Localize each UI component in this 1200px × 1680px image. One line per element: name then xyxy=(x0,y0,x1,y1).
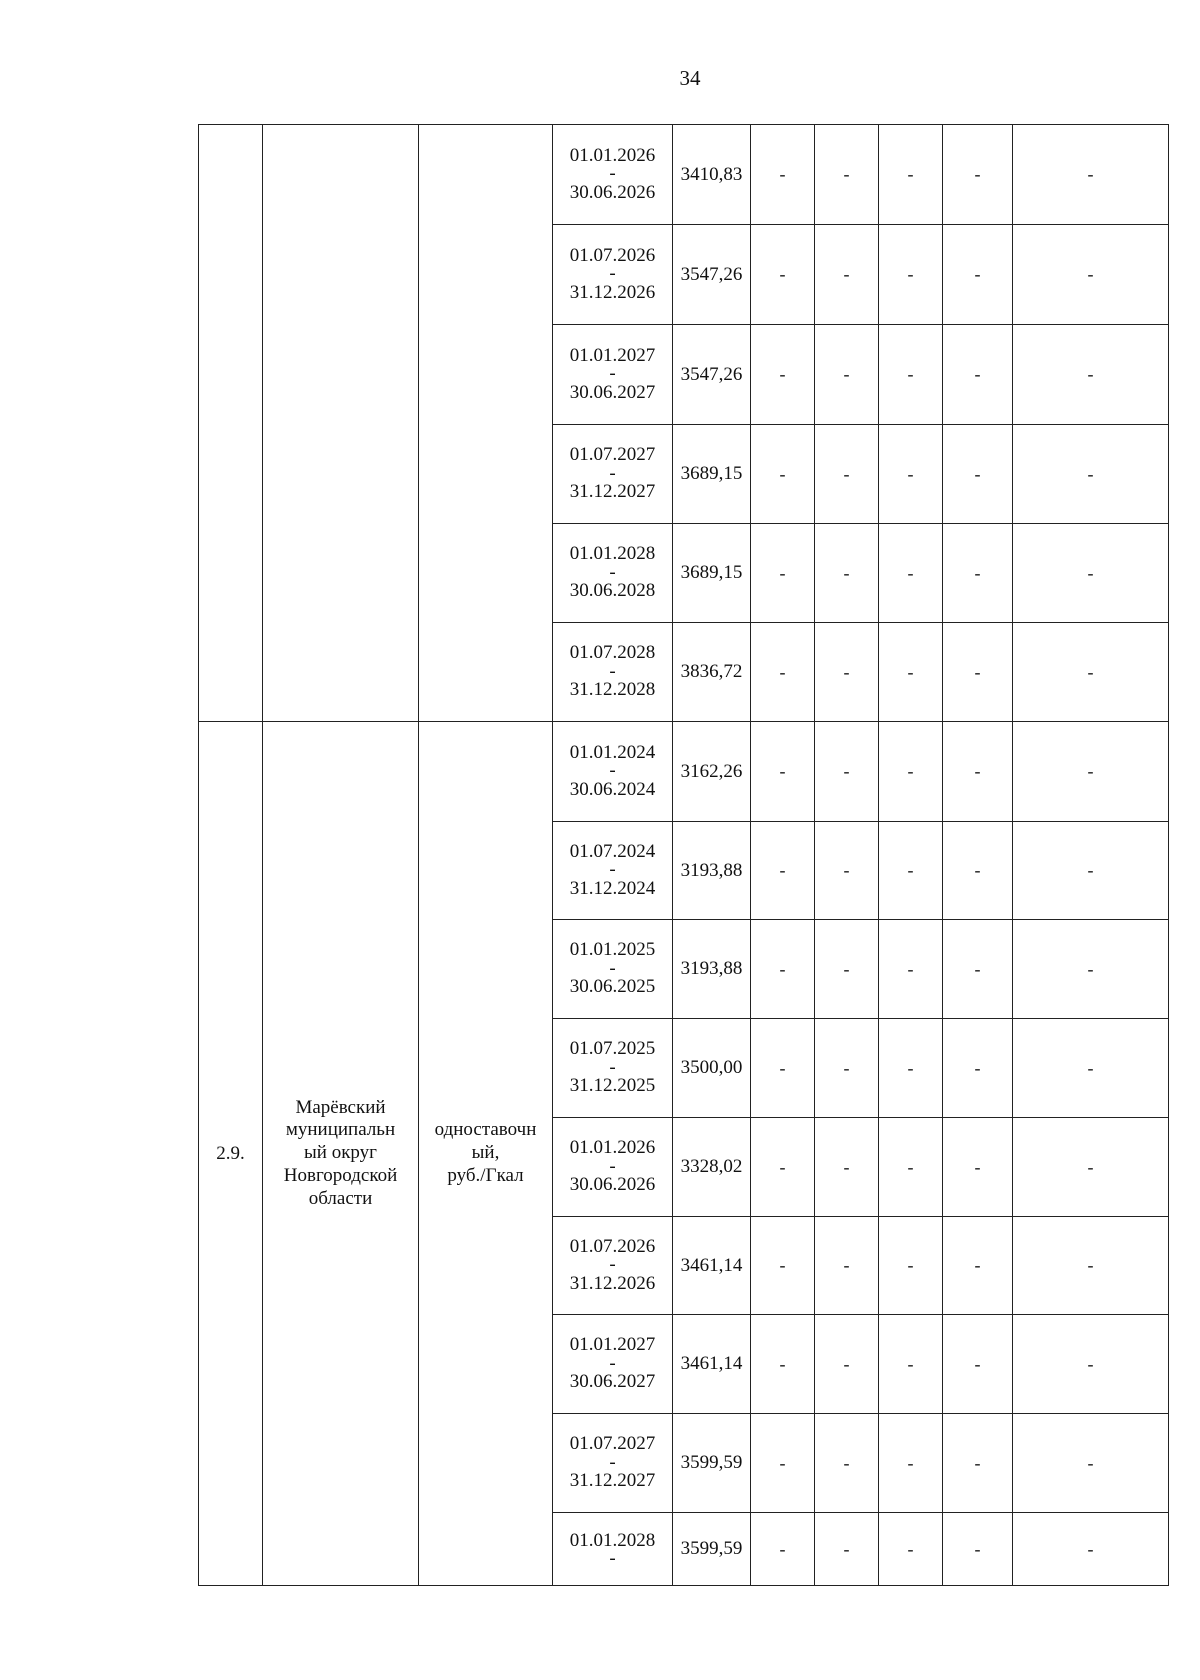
empty-value-cell: - xyxy=(943,1217,1013,1315)
period-cell xyxy=(553,1118,673,1217)
empty-value-cell: - xyxy=(751,225,815,325)
empty-value-cell: - xyxy=(879,1513,943,1586)
empty-value-cell: - xyxy=(815,425,879,524)
empty-value-cell: - xyxy=(751,425,815,524)
tariff-value-cell xyxy=(673,822,751,920)
empty-value-cell: - xyxy=(815,225,879,325)
tariff-type-cell xyxy=(419,722,553,1586)
tariff-value: 3162,26 xyxy=(680,760,743,782)
period-to-date: 30.06.2026 xyxy=(569,181,656,203)
tariff-type-line: одноставочн xyxy=(434,1119,537,1141)
empty-value-cell: - xyxy=(751,1513,815,1586)
empty-value-cell: - xyxy=(815,325,879,425)
tariff-value: 3461,14 xyxy=(680,1353,743,1375)
tariff-value-cell xyxy=(673,722,751,822)
municipality-name-line: Марёвский xyxy=(295,1096,386,1118)
empty-value-cell: - xyxy=(815,1315,879,1414)
period-separator: - xyxy=(609,957,616,979)
period-to-date: 30.06.2027 xyxy=(569,381,656,403)
empty-value-cell: - xyxy=(1013,822,1169,920)
empty-value-cell: - xyxy=(943,722,1013,822)
empty-value-cell: - xyxy=(1013,225,1169,325)
empty-value-cell: - xyxy=(815,524,879,623)
empty-value-cell: - xyxy=(879,822,943,920)
tariff-value: 3461,14 xyxy=(680,1254,743,1276)
empty-value-cell: - xyxy=(943,920,1013,1019)
tariff-value-cell xyxy=(673,1217,751,1315)
period-separator: - xyxy=(609,1155,616,1177)
period-cell xyxy=(553,325,673,425)
period-separator: - xyxy=(609,263,616,285)
empty-value-cell: - xyxy=(751,325,815,425)
period-cell xyxy=(553,1217,673,1315)
table-row xyxy=(199,722,1169,822)
period-cell xyxy=(553,822,673,920)
empty-value-cell: - xyxy=(751,1118,815,1217)
municipality-name-line: муниципальн xyxy=(285,1119,396,1141)
municipality-name-cell xyxy=(263,125,419,722)
empty-value-cell: - xyxy=(879,225,943,325)
tariff-value: 3689,15 xyxy=(680,463,743,485)
empty-value-cell: - xyxy=(879,1414,943,1513)
empty-value-cell: - xyxy=(943,1019,1013,1118)
empty-value-cell: - xyxy=(751,920,815,1019)
tariff-value: 3193,88 xyxy=(680,859,743,881)
empty-value-cell: - xyxy=(751,524,815,623)
empty-value-cell: - xyxy=(1013,325,1169,425)
empty-value-cell: - xyxy=(879,325,943,425)
period-from-date: 01.07.2026 xyxy=(569,244,656,266)
empty-value-cell: - xyxy=(1013,1315,1169,1414)
tariff-value-cell xyxy=(673,524,751,623)
empty-value-cell: - xyxy=(751,623,815,722)
empty-value-cell: - xyxy=(1013,425,1169,524)
empty-value-cell: - xyxy=(751,1315,815,1414)
empty-value-cell: - xyxy=(943,1118,1013,1217)
empty-value-cell: - xyxy=(1013,623,1169,722)
municipality-name-line: ый округ xyxy=(304,1142,377,1164)
empty-value-cell: - xyxy=(815,722,879,822)
period-to-date: 30.06.2024 xyxy=(569,778,656,800)
period-separator: - xyxy=(609,1254,616,1276)
period-from-date: 01.01.2026 xyxy=(569,1137,656,1159)
empty-value-cell: - xyxy=(751,722,815,822)
period-cell xyxy=(553,920,673,1019)
period-cell xyxy=(553,623,673,722)
tariff-value: 3193,88 xyxy=(680,958,743,980)
period-to-date: 31.12.2026 xyxy=(569,1272,656,1294)
tariff-table xyxy=(198,124,1169,1586)
municipality-name-line: области xyxy=(308,1187,373,1209)
period-from-date: 01.01.2027 xyxy=(569,1334,656,1356)
period-separator: - xyxy=(609,1352,616,1374)
tariff-value-cell xyxy=(673,125,751,225)
period-cell xyxy=(553,1414,673,1513)
period-cell xyxy=(553,1513,673,1586)
empty-value-cell: - xyxy=(815,1019,879,1118)
tariff-value: 3689,15 xyxy=(680,562,743,584)
period-to-date: 31.12.2026 xyxy=(569,281,656,303)
empty-value-cell: - xyxy=(1013,125,1169,225)
empty-value-cell: - xyxy=(751,1414,815,1513)
tariff-value-cell xyxy=(673,1414,751,1513)
municipality-name-cell xyxy=(263,722,419,1586)
period-cell xyxy=(553,1019,673,1118)
period-separator: - xyxy=(609,363,616,385)
empty-value-cell: - xyxy=(1013,1414,1169,1513)
tariff-value-cell xyxy=(673,1513,751,1586)
empty-value-cell: - xyxy=(879,1019,943,1118)
tariff-value: 3328,02 xyxy=(680,1156,743,1178)
section-number-cell xyxy=(199,125,263,722)
empty-value-cell: - xyxy=(751,822,815,920)
table-row xyxy=(199,125,1169,225)
empty-value-cell: - xyxy=(879,425,943,524)
period-cell xyxy=(553,425,673,524)
period-separator: - xyxy=(609,1056,616,1078)
empty-value-cell: - xyxy=(943,524,1013,623)
empty-value-cell: - xyxy=(751,1217,815,1315)
period-cell xyxy=(553,722,673,822)
empty-value-cell: - xyxy=(1013,1019,1169,1118)
empty-value-cell: - xyxy=(1013,1513,1169,1586)
tariff-value: 3599,59 xyxy=(680,1538,743,1560)
empty-value-cell: - xyxy=(879,722,943,822)
period-from-date: 01.01.2028 xyxy=(569,543,656,565)
period-separator: - xyxy=(609,760,616,782)
period-to-date: 31.12.2028 xyxy=(569,679,656,701)
empty-value-cell: - xyxy=(943,425,1013,524)
empty-value-cell: - xyxy=(1013,722,1169,822)
empty-value-cell: - xyxy=(815,822,879,920)
period-to-date: 30.06.2026 xyxy=(569,1174,656,1196)
empty-value-cell: - xyxy=(943,325,1013,425)
period-from-date: 01.01.2027 xyxy=(569,344,656,366)
tariff-value: 3836,72 xyxy=(680,661,743,683)
tariff-value: 3599,59 xyxy=(680,1452,743,1474)
tariff-type-line: ый, xyxy=(471,1142,500,1164)
empty-value-cell: - xyxy=(943,1513,1013,1586)
empty-value-cell: - xyxy=(751,1019,815,1118)
tariff-value: 3547,26 xyxy=(680,363,743,385)
period-cell xyxy=(553,524,673,623)
tariff-value: 3410,83 xyxy=(680,163,743,185)
period-from-date: 01.01.2025 xyxy=(569,939,656,961)
empty-value-cell: - xyxy=(815,1118,879,1217)
period-cell xyxy=(553,125,673,225)
period-separator: - xyxy=(609,1451,616,1473)
tariff-value: 3500,00 xyxy=(680,1057,743,1079)
empty-value-cell: - xyxy=(879,524,943,623)
tariff-value: 3547,26 xyxy=(680,263,743,285)
period-separator: - xyxy=(609,859,616,881)
period-cell xyxy=(553,225,673,325)
municipality-name-line: Новгородской xyxy=(283,1164,398,1186)
empty-value-cell: - xyxy=(815,623,879,722)
tariff-type-cell xyxy=(419,125,553,722)
tariff-value-cell xyxy=(673,225,751,325)
empty-value-cell: - xyxy=(879,1217,943,1315)
empty-value-cell: - xyxy=(815,1217,879,1315)
empty-value-cell: - xyxy=(1013,920,1169,1019)
period-to-date: 31.12.2027 xyxy=(569,481,656,503)
empty-value-cell: - xyxy=(815,1414,879,1513)
period-from-date: 01.07.2025 xyxy=(569,1038,656,1060)
tariff-value-cell xyxy=(673,623,751,722)
tariff-type-line: руб./Гкал xyxy=(447,1164,524,1186)
period-separator: - xyxy=(609,1548,616,1570)
tariff-value-cell xyxy=(673,325,751,425)
period-from-date: 01.07.2026 xyxy=(569,1235,656,1257)
section-number-cell xyxy=(199,722,263,1586)
period-separator: - xyxy=(609,660,616,682)
tariff-value-cell xyxy=(673,1315,751,1414)
period-separator: - xyxy=(609,462,616,484)
empty-value-cell: - xyxy=(751,125,815,225)
empty-value-cell: - xyxy=(943,225,1013,325)
empty-value-cell: - xyxy=(943,1414,1013,1513)
empty-value-cell: - xyxy=(943,623,1013,722)
empty-value-cell: - xyxy=(879,920,943,1019)
period-cell xyxy=(553,1315,673,1414)
empty-value-cell: - xyxy=(1013,1217,1169,1315)
tariff-value-cell xyxy=(673,1019,751,1118)
empty-value-cell: - xyxy=(879,1315,943,1414)
empty-value-cell: - xyxy=(879,125,943,225)
tariff-value-cell xyxy=(673,1118,751,1217)
period-to-date: 31.12.2024 xyxy=(569,877,656,899)
period-separator: - xyxy=(609,163,616,185)
period-from-date: 01.07.2028 xyxy=(569,642,656,664)
period-to-date: 30.06.2028 xyxy=(569,580,656,602)
tariff-value-cell xyxy=(673,920,751,1019)
period-to-date: 31.12.2027 xyxy=(569,1470,656,1492)
period-from-date: 01.01.2028 xyxy=(569,1529,656,1551)
empty-value-cell: - xyxy=(943,125,1013,225)
empty-value-cell: - xyxy=(1013,1118,1169,1217)
empty-value-cell: - xyxy=(815,920,879,1019)
empty-value-cell: - xyxy=(815,125,879,225)
period-from-date: 01.01.2024 xyxy=(569,741,656,763)
empty-value-cell: - xyxy=(943,822,1013,920)
empty-value-cell: - xyxy=(943,1315,1013,1414)
period-from-date: 01.07.2024 xyxy=(569,840,656,862)
empty-value-cell: - xyxy=(879,623,943,722)
period-from-date: 01.01.2026 xyxy=(569,144,656,166)
period-from-date: 01.07.2027 xyxy=(569,444,656,466)
period-separator: - xyxy=(609,561,616,583)
tariff-value-cell xyxy=(673,425,751,524)
section-number: 2.9. xyxy=(216,1142,245,1164)
page-number: 34 xyxy=(679,66,701,90)
period-to-date: 31.12.2025 xyxy=(569,1075,656,1097)
period-to-date: 30.06.2027 xyxy=(569,1371,656,1393)
empty-value-cell: - xyxy=(1013,524,1169,623)
period-from-date: 01.07.2027 xyxy=(569,1433,656,1455)
period-to-date: 30.06.2025 xyxy=(569,976,656,998)
empty-value-cell: - xyxy=(815,1513,879,1586)
empty-value-cell: - xyxy=(879,1118,943,1217)
